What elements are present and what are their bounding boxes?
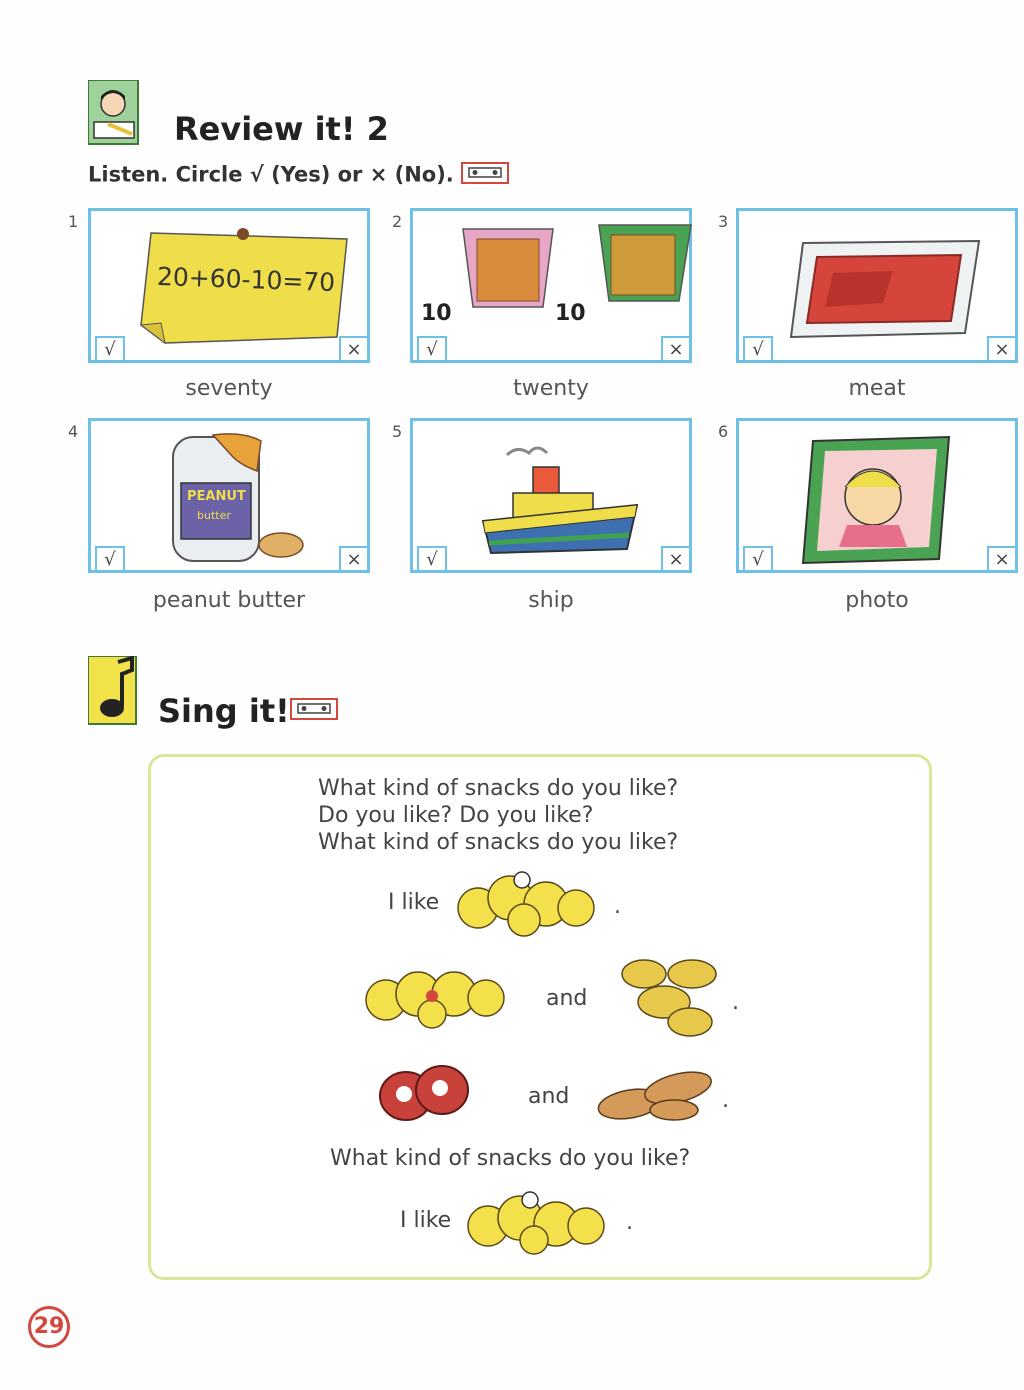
item-number: 2 <box>392 212 403 231</box>
yes-checkbox[interactable]: √ <box>743 336 773 362</box>
no-checkbox[interactable]: × <box>987 546 1017 572</box>
no-checkbox[interactable]: × <box>339 546 369 572</box>
review-title: Review it! 2 <box>174 110 389 148</box>
peanut-butter-jar-icon <box>163 431 313 571</box>
popcorn-icon <box>464 1186 610 1256</box>
meat-tray-icon <box>783 233 983 343</box>
music-note-icon <box>88 656 138 726</box>
lyric-period: . <box>732 990 739 1015</box>
item-label: seventy <box>185 376 273 401</box>
review-instruction <box>88 162 509 189</box>
lyric-period: . <box>626 1210 633 1235</box>
popcorn-icon <box>454 868 600 938</box>
lyric-line: Do you like? Do you like? <box>318 803 594 828</box>
peanuts-icon <box>594 1064 716 1126</box>
sing-title: Sing it! <box>158 692 290 730</box>
item-label: peanut butter <box>152 588 306 613</box>
item-number: 6 <box>718 422 729 441</box>
yes-checkbox[interactable]: √ <box>95 336 125 362</box>
cassette-icon <box>290 698 338 724</box>
pretzel-icon <box>376 1058 472 1126</box>
item-number: 5 <box>392 422 403 441</box>
note-paper-icon <box>137 225 349 345</box>
yes-checkbox[interactable]: √ <box>417 546 447 572</box>
equation-text: 20+60-10=70 <box>156 261 336 298</box>
lyric-and: and <box>528 1084 570 1109</box>
lyric-period: . <box>614 894 621 919</box>
boy-reading-icon <box>88 80 142 146</box>
review-card-1 <box>88 208 370 363</box>
item-number: 4 <box>68 422 79 441</box>
cassette-icon <box>461 162 509 189</box>
lyric-and: and <box>546 986 588 1011</box>
chips-icon <box>614 954 722 1040</box>
lyric-line: What kind of snacks do you like? <box>330 1146 691 1171</box>
yes-checkbox[interactable]: √ <box>743 546 773 572</box>
review-card-2 <box>410 208 692 363</box>
item-label: photo <box>845 588 909 613</box>
instruction-text: Listen. Circle √ (Yes) or × (No). <box>88 162 454 187</box>
no-checkbox[interactable]: × <box>987 336 1017 362</box>
jar-label: PEANUT <box>187 489 246 504</box>
item-label: twenty <box>513 376 589 401</box>
item-label: meat <box>848 376 906 401</box>
popcorn-icon <box>362 960 510 1030</box>
photo-frame-icon <box>799 435 959 565</box>
no-checkbox[interactable]: × <box>339 336 369 362</box>
review-card-5 <box>410 418 692 573</box>
lyric-i-like: I like <box>388 890 440 915</box>
yes-checkbox[interactable]: √ <box>417 336 447 362</box>
lyric-line: What kind of snacks do you like? <box>318 830 679 855</box>
tray-count: 10 <box>555 301 586 326</box>
lyric-period: . <box>722 1088 729 1113</box>
lyric-i-like: I like <box>400 1208 452 1233</box>
review-card-6 <box>736 418 1018 573</box>
no-checkbox[interactable]: × <box>661 546 691 572</box>
no-checkbox[interactable]: × <box>661 336 691 362</box>
item-number: 3 <box>718 212 729 231</box>
ship-icon <box>477 439 657 559</box>
item-label: ship <box>528 588 574 613</box>
lyric-line: What kind of snacks do you like? <box>318 776 679 801</box>
yes-checkbox[interactable]: √ <box>95 546 125 572</box>
review-card-3 <box>736 208 1018 363</box>
item-number: 1 <box>68 212 79 231</box>
jar-label: butter <box>197 509 231 522</box>
page-number: 29 <box>28 1306 70 1348</box>
tray-count: 10 <box>421 301 452 326</box>
review-card-4 <box>88 418 370 573</box>
snack-boxes-icon <box>413 211 695 366</box>
